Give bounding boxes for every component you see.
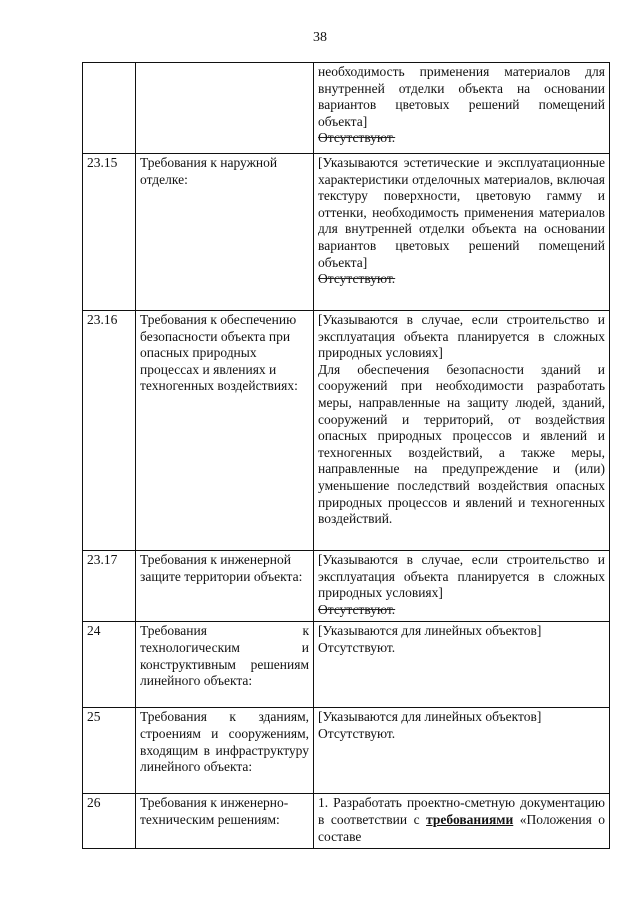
requirement-value (314, 154, 610, 311)
requirement-title: Требования к инженерной защите территории объекта: (136, 551, 314, 622)
row-number: 23.17 (83, 551, 136, 622)
table-row (83, 708, 610, 794)
table-row (83, 551, 610, 622)
requirement-note: [Указываются для линейных объектов] (318, 709, 542, 725)
requirement-status: Для обеспечения безопасности зданий и сооружений при необходимости разработать меры, направленные на защиту людей, зданий, сооружений и территорий, от воздействия опасных природных процессов и явлений и техногенных воздействий, а также меры, направленные на предупреждение и (или) уменьшение последствий воздействия опасных природных процессов и явлений и техногенных воздействий. (318, 361, 605, 527)
requirement-status: Отсутствуют. (318, 601, 396, 617)
requirement-title (136, 63, 314, 154)
requirement-value (314, 63, 610, 154)
table-row (83, 311, 610, 551)
requirement-note: [Указываются в случае, если строительство и эксплуатация объекта планируется в сложных природных условиях] (318, 552, 605, 601)
requirement-status: Отсутствуют. (318, 639, 396, 655)
requirement-text: 1. Разработать проектно-сметную документацию в соответствии с (318, 795, 605, 827)
row-number: 23.15 (83, 154, 136, 311)
requirement-title: Требования к зданиям, строениям и сооружениям, входящим в инфраструктуру линейного объекта: (136, 708, 314, 794)
table-row (83, 154, 610, 311)
requirement-note: необходимость применения материалов для внутренней отделки объекта на основании вариантов цветовых решений помещений объекта] (318, 64, 605, 129)
requirement-status: Отсутствуют. (318, 271, 396, 287)
requirement-title: Требования к обеспечению безопасности объекта при опасных природных процессах и явлениях и техногенных воздействиях: (136, 311, 314, 551)
requirement-status: Отсутствуют. (318, 725, 396, 741)
table-row (83, 622, 610, 708)
requirement-value (314, 794, 610, 849)
requirement-title: Требования к наружной отделке: (136, 154, 314, 311)
requirement-status: Отсутствуют. (318, 130, 396, 146)
requirement-value (314, 622, 610, 708)
requirements-table (82, 62, 610, 849)
requirement-note: [Указываются эстетические и эксплуатационные характеристики отделочных материалов, включая текстуру поверхности, цветовую гамму и оттенки, необходимость применения материалов для внутренней отделки объекта на основании вариантов цветовых решений помещений объекта] (318, 155, 605, 270)
row-number: 24 (83, 622, 136, 708)
row-number: 23.16 (83, 311, 136, 551)
table-row (83, 794, 610, 849)
requirement-text-emphasis: требованиями (426, 811, 514, 827)
requirement-title: Требования к инженерно-техническим решениям: (136, 794, 314, 849)
requirement-note: [Указываются в случае, если строительство и эксплуатация объекта планируется в сложных природных условиях] (318, 312, 605, 361)
row-number: 26 (83, 794, 136, 849)
page-number: 38 (313, 30, 327, 45)
requirement-title: Требования к технологическим и конструктивным решениям линейного объекта: (136, 622, 314, 708)
requirement-note: [Указываются для линейных объектов] (318, 623, 542, 639)
requirement-value (314, 311, 610, 551)
requirement-value (314, 551, 610, 622)
requirement-value (314, 708, 610, 794)
row-number: 25 (83, 708, 136, 794)
requirement-text-continuation: «Положения о составе (318, 811, 606, 844)
table-row (83, 63, 610, 154)
row-number (83, 63, 136, 154)
